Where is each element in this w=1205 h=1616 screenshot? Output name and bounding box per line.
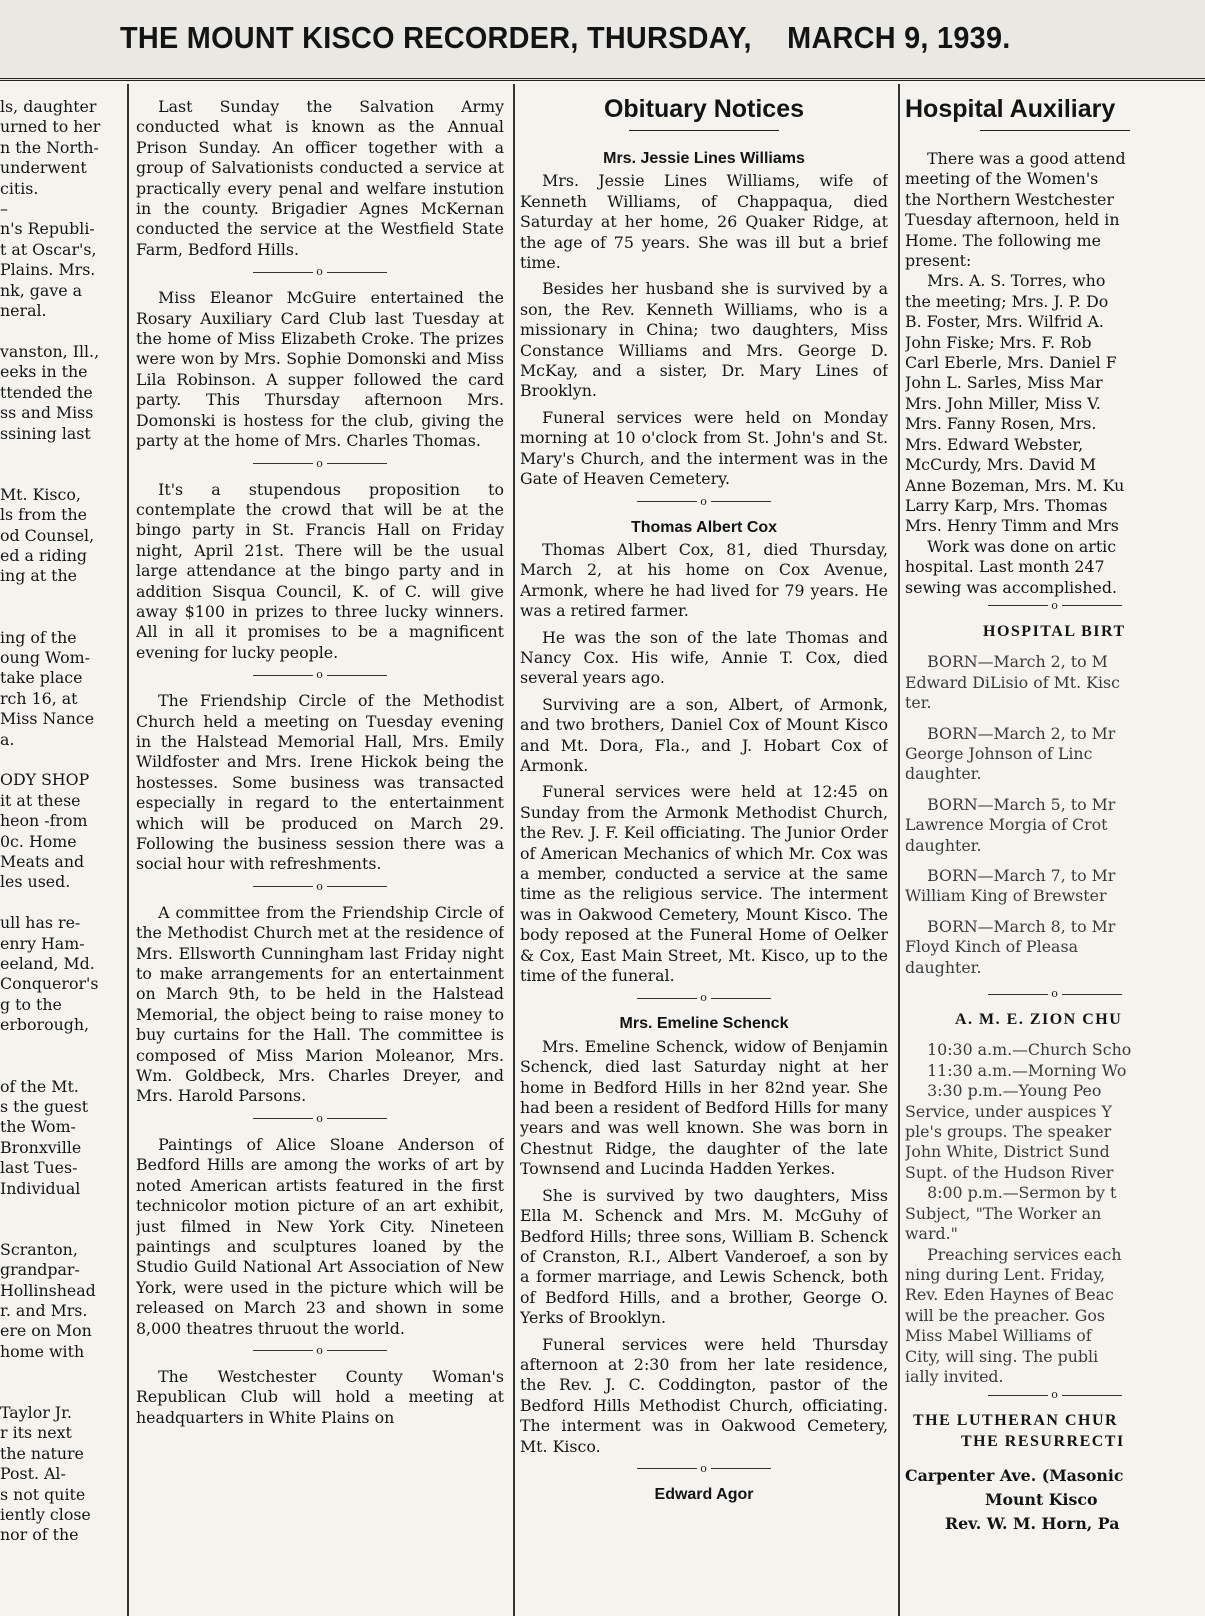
- text-fragment: r. and Mrs.: [0, 1300, 88, 1320]
- text-fragment: 0c. Home: [0, 831, 77, 851]
- obituary-paragraph: Thomas Albert Cox, 81, died Thursday, March 2, at his home on Cox Avenue, Armonk, where he had lived for 79 years. He was a retired farmer.: [520, 539, 888, 621]
- news-paragraph: Miss Eleanor McGuire entertained the Rosary Auxiliary Card Club last Tuesday at the home of Miss Elizabeth Croke. The prizes were won by Mrs. Sophie Domonski and Miss Lila Robinson. A supper followed the card party. This Thursday afternoon Mrs. Domonski is hostess for the club, giving the party at the home of Mrs. Charles Thomas.: [136, 288, 504, 451]
- births-heading: HOSPITAL BIRT: [983, 622, 1126, 640]
- text-fragment: Tuesday afternoon, held in: [905, 210, 1120, 230]
- column-rule: [513, 84, 515, 1616]
- lutheran-heading: THE LUTHERAN CHUR: [913, 1412, 1119, 1430]
- text-fragment: Anne Bozeman, Mrs. M. Ku: [905, 475, 1125, 495]
- text-fragment: [0, 1056, 124, 1076]
- text-fragment: erborough,: [0, 1015, 90, 1035]
- text-fragment: eeland, Md.: [0, 954, 95, 974]
- text-fragment: 10:30 a.m.—Church Scho: [927, 1040, 1132, 1060]
- text-fragment: Mrs. Fanny Rosen, Mrs.: [905, 414, 1097, 434]
- text-fragment: hospital. Last month 247: [905, 557, 1105, 577]
- text-fragment: vanston, Ill.,: [0, 341, 100, 361]
- text-fragment: Subject, "The Worker an: [905, 1203, 1102, 1223]
- obituary-name: Mrs. Jessie Lines Williams: [603, 150, 805, 167]
- separator-ornament: o: [136, 458, 504, 470]
- text-fragment: [0, 607, 124, 627]
- text-fragment: will be the preacher. Gos: [905, 1305, 1105, 1325]
- text-fragment: daughter.: [905, 835, 982, 855]
- text-fragment: neral.: [0, 301, 47, 321]
- masthead: [0, 0, 1205, 81]
- text-fragment: –: [0, 199, 8, 219]
- text-fragment: There was a good attend: [927, 149, 1126, 168]
- column-hospital-auxiliary: [905, 92, 1205, 1616]
- text-fragment: grandpar-: [0, 1260, 80, 1280]
- text-fragment: ter.: [905, 693, 932, 713]
- text-fragment: Mrs. John Miller, Miss V.: [905, 393, 1101, 413]
- obituary-name: Thomas Albert Cox: [630, 518, 778, 536]
- text-fragment: the Northern Westchester: [905, 189, 1114, 209]
- text-fragment: John White, District Sund: [905, 1142, 1110, 1162]
- section-heading: Obituary Notices: [603, 95, 805, 123]
- text-fragment: BORN—March 2, to Mr: [927, 723, 1116, 743]
- text-fragment: Miss Nance: [0, 709, 95, 729]
- separator-ornament: o: [136, 881, 504, 893]
- text-fragment: Carl Eberle, Mrs. Daniel F: [905, 353, 1117, 373]
- text-fragment: Lawrence Morgia of Crot: [905, 815, 1108, 835]
- text-fragment: oung Wom-: [0, 647, 90, 667]
- text-fragment: Carpenter Ave. (Masonic: [905, 1466, 1124, 1486]
- text-fragment: enry Ham-: [0, 933, 85, 953]
- text-fragment: [0, 1383, 124, 1403]
- birth-notice: [905, 917, 1205, 978]
- birth-notice: [905, 652, 1205, 713]
- text-fragment: nk, gave a: [0, 280, 83, 300]
- text-fragment: Floyd Kinch of Pleasa: [905, 937, 1079, 957]
- text-fragment: s the guest: [0, 1096, 89, 1116]
- obituary-paragraph: She is survived by two daughters, Miss Ella M. Schenck and Mrs. M. McGuhy of Bedford Hills; three sons, William B. Schenck of Cranston, R.I., Albert Vanderoef, a son by a former marriage, and Lewis Schenck, both of Bedford Hills, and a brother, George O. Yerks of Brooklyn.: [520, 1185, 888, 1328]
- text-fragment: present:: [905, 251, 972, 271]
- separator-ornament: o: [905, 600, 1205, 612]
- text-fragment: citis.: [0, 178, 39, 198]
- text-fragment: Individual: [0, 1178, 81, 1198]
- news-paragraph: It's a stupendous proposition to contemplate the crowd that will be at the bingo party in St. Francis Hall on Friday night, April 21st. There will be the usual large attendance at the bingo party and in addition Sisqua Council, K. of C. will give away $100 in prizes to three lucky winners. All in all it promises to be a magnificent evening for lucky people.: [136, 479, 504, 662]
- text-fragment: 8:00 p.m.—Sermon by t: [927, 1183, 1117, 1203]
- column-rule: [127, 84, 129, 1616]
- text-fragment: ull has re-: [0, 913, 81, 933]
- text-fragment: John L. Sarles, Miss Mar: [905, 373, 1103, 393]
- text-fragment: Edward DiLisio of Mt. Kisc: [905, 672, 1120, 692]
- text-fragment: n's Republi-: [0, 219, 95, 239]
- text-fragment: John Fiske; Mrs. F. Rob: [905, 332, 1092, 352]
- obituary-paragraph: Mrs. Emeline Schenck, widow of Benjamin Schenck, died last Saturday night at her home in Bedford Hills in her 82nd year. She had been a resident of Bedford Hills for many years and was well known. She was born in Chestnut Ridge, the daughter of the late Townsend and Lucinda Hadden Yerkes.: [520, 1036, 888, 1179]
- text-fragment: ttended the: [0, 382, 93, 402]
- text-fragment: sewing was accomplished.: [905, 577, 1117, 597]
- text-fragment: Mrs. Henry Timm and Mrs: [905, 516, 1119, 536]
- section-heading: Hospital Auxiliary: [905, 95, 1116, 123]
- text-fragment: 11:30 a.m.—Morning Wo: [927, 1060, 1127, 1080]
- text-fragment: ssining last: [0, 423, 91, 443]
- text-fragment: daughter.: [905, 764, 982, 784]
- text-fragment: ially invited.: [905, 1366, 1004, 1386]
- separator-ornament: o: [136, 1113, 504, 1125]
- obituary-paragraph: Surviving are a son, Albert, of Armonk, and two brothers, Daniel Cox of Mount Kisco and Mt. Dora, Fla., and J. Hobart Cox of Armonk.: [520, 694, 888, 775]
- text-fragment: Mrs. Edward Webster,: [905, 434, 1084, 454]
- text-fragment: od Counsel,: [0, 525, 95, 545]
- text-fragment: it at these: [0, 790, 81, 810]
- church-heading: A. M. E. ZION CHU: [955, 1011, 1123, 1029]
- newspaper-title: THE MOUNT KISCO RECORDER, THURSDAY,: [120, 20, 752, 55]
- text-fragment: 3:30 p.m.—Young Peo: [927, 1081, 1102, 1101]
- text-fragment: ss and Miss: [0, 403, 94, 423]
- text-fragment: Meats and: [0, 852, 85, 872]
- text-fragment: s not quite: [0, 1484, 86, 1504]
- text-fragment: [0, 587, 124, 607]
- birth-notice: [905, 724, 1205, 785]
- text-fragment: [0, 464, 124, 484]
- text-fragment: the meeting; Mrs. J. P. Do: [905, 291, 1109, 311]
- heading-rule: [980, 130, 1130, 131]
- text-fragment: Bronxville: [0, 1137, 82, 1157]
- text-fragment: [0, 444, 124, 464]
- text-fragment: ple's groups. The speaker: [905, 1122, 1112, 1142]
- text-fragment: underwent: [0, 158, 87, 178]
- text-fragment: ward.": [905, 1224, 958, 1244]
- text-fragment: BORN—March 8, to Mr: [927, 916, 1116, 936]
- text-fragment: ere on Mon: [0, 1321, 92, 1341]
- separator-ornament: o: [136, 669, 504, 681]
- text-fragment: ning during Lent. Friday,: [905, 1264, 1106, 1284]
- text-fragment: les used.: [0, 872, 71, 892]
- text-fragment: r its next: [0, 1423, 72, 1443]
- news-paragraph: A committee from the Friendship Circle of the Methodist Church met at the residence of Mrs. Ellsworth Cunningham last Friday night to make arrangements for an entertainment on March 9th, to be held in the Halstead Memorial, the object being to raise money to buy curtains for the Hall. The committee is composed of Miss Marion Moleanor, Mrs. Wm. Goldbeck, Mrs. Charles Dreyer, and Mrs. Harold Parsons.: [136, 902, 504, 1106]
- text-fragment: g to the: [0, 994, 62, 1014]
- obituary-paragraph: Funeral services were held at 12:45 on Sunday from the Armonk Methodist Church, the Rev. J. F. Keil officiating. The Junior Order of American Mechanics of which Mr. Cox was a member, conducted a service at the same time as the religious service. The interment was in Oakwood Cemetery, Mount Kisco. The body reposed at the Funeral Home of Oelker & Cox, East Main Street, Mt. Kisco, up to the time of the funeral.: [520, 782, 888, 986]
- column-fragments-left: [0, 97, 124, 1616]
- text-fragment: ing at the: [0, 566, 78, 586]
- birth-notice: [905, 795, 1205, 856]
- column-rule: [898, 84, 900, 1616]
- text-fragment: t at Oscar's,: [0, 239, 97, 259]
- text-fragment: Mrs. A. S. Torres, who: [927, 271, 1106, 291]
- obituary-paragraph: Mrs. Jessie Lines Williams, wife of Kenneth Williams, of Chappaqua, died Saturday at her home, 26 Quaker Ridge, at the age of 75 years. She was ill but a brief time.: [520, 171, 888, 273]
- obituary-name: Edward Agor: [654, 1485, 754, 1503]
- separator-ornament: o: [905, 988, 1205, 1000]
- text-fragment: rch 16, at: [0, 688, 78, 708]
- text-fragment: Taylor Jr.: [0, 1403, 72, 1422]
- text-fragment: Rev. Eden Haynes of Beac: [905, 1285, 1114, 1305]
- text-fragment: Mt. Kisco,: [0, 484, 81, 504]
- text-fragment: take place: [0, 668, 83, 688]
- text-fragment: George Johnson of Linc: [905, 743, 1093, 763]
- text-fragment: Plains. Mrs.: [0, 260, 96, 280]
- news-paragraph: The Friendship Circle of the Methodist Church held a meeting on Tuesday evening in the Halstead Memorial Hall, Mrs. Emily Wildfoster and Mrs. Irene Hickok being the hostesses. Some business was transacted especially in regard to the entertainment which will be produced on March 29. Following the business session there was a social hour with refreshments.: [136, 691, 504, 874]
- masthead-title: [120, 20, 1011, 56]
- text-fragment: Miss Mabel Williams of: [905, 1326, 1092, 1346]
- text-fragment: iently close: [0, 1505, 91, 1525]
- obituary-paragraph: He was the son of the late Thomas and Nancy Cox. His wife, Annie T. Cox, died several years ago.: [520, 627, 888, 688]
- separator-ornament: o: [136, 1345, 504, 1357]
- separator-ornament: o: [520, 496, 888, 508]
- news-paragraph: Last Sunday the Salvation Army conducted what is known as the Annual Prison Sunday. An officer together with a group of Salvationists conducted a service at practically every penal and welfare instution in the county. Brigadier Agnes McKernan conducted the service at the Westfield State Farm, Bedford Hills.: [136, 97, 504, 259]
- text-fragment: the nature: [0, 1443, 84, 1463]
- text-fragment: Work was done on artic: [927, 536, 1117, 556]
- text-fragment: last Tues-: [0, 1158, 78, 1178]
- separator-ornament: o: [520, 992, 888, 1004]
- text-fragment: the Wom-: [0, 1117, 76, 1137]
- text-fragment: [0, 1219, 124, 1239]
- text-fragment: ODY SHOP: [0, 770, 90, 790]
- separator-ornament: o: [520, 1463, 888, 1475]
- text-fragment: Mount Kisco: [985, 1490, 1098, 1510]
- text-fragment: Preaching services each: [927, 1244, 1122, 1264]
- text-fragment: Hollinshead: [0, 1280, 96, 1300]
- text-fragment: of the Mt.: [0, 1076, 79, 1096]
- text-fragment: [0, 1199, 124, 1219]
- text-fragment: Post. Al-: [0, 1464, 66, 1484]
- text-fragment: [0, 893, 124, 913]
- obituary-paragraph: Funeral services were held Thursday afternoon at 2:30 from her late residence, the Rev. J. C. Coddington, pastor of the Bedford Hills Methodist Church, officiating. The interment was in Oakwood Cemetery, Mt. Kisco.: [520, 1334, 888, 1456]
- text-fragment: Supt. of the Hudson River: [905, 1162, 1114, 1182]
- text-fragment: ls from the: [0, 505, 87, 525]
- text-fragment: daughter.: [905, 957, 982, 977]
- text-fragment: City, will sing. The publi: [905, 1346, 1099, 1366]
- text-fragment: Conqueror's: [0, 974, 99, 994]
- text-fragment: n the North-: [0, 137, 99, 157]
- text-fragment: eeks in the: [0, 362, 88, 382]
- text-fragment: heon -from: [0, 811, 88, 831]
- obituary-paragraph: Besides her husband she is survived by a son, the Rev. Kenneth Williams, who is a missionary in China; two daughters, Miss Constance Williams and Mrs. George D. McKay, and a sister, Dr. Mary Lines of Brooklyn.: [520, 279, 888, 401]
- column-local-news: [136, 97, 504, 1616]
- text-fragment: Service, under auspices Y: [905, 1101, 1112, 1121]
- text-fragment: Scranton,: [0, 1239, 78, 1259]
- separator-ornament: o: [136, 266, 504, 278]
- obituary-paragraph: Funeral services were held on Monday morning at 10 o'clock from St. John's and St. Mary's Church, and the interment was in the Gate of Heaven Cemetery.: [520, 407, 888, 489]
- text-fragment: [0, 1362, 124, 1382]
- separator-ornament: o: [905, 1389, 1205, 1401]
- column-obituaries: [520, 92, 888, 1616]
- news-paragraph: Paintings of Alice Sloane Anderson of Bedford Hills are among the works of art by noted American artists featured in the first technicolor motion picture of an art exhibit, just filmed in New York City. Nineteen paintings and sculptures loaned by the Studio Guild National Art Association of New York, were used in the picture which will be released on March 23 and shown in some 8,000 theatres thruout the world.: [136, 1134, 504, 1338]
- text-fragment: B. Foster, Mrs. Wilfrid A.: [905, 312, 1104, 332]
- text-fragment: BORN—March 5, to Mr: [927, 794, 1116, 814]
- text-fragment: meeting of the Women's: [905, 169, 1099, 189]
- text-fragment: [0, 321, 124, 341]
- lutheran-heading: THE RESURRECTI: [961, 1432, 1125, 1450]
- text-fragment: BORN—March 7, to Mr: [927, 866, 1116, 885]
- text-fragment: Larry Karp, Mrs. Thomas: [905, 495, 1108, 515]
- text-fragment: [0, 750, 124, 770]
- text-fragment: urned to her: [0, 117, 101, 137]
- text-fragment: BORN—March 2, to M: [927, 652, 1108, 672]
- text-fragment: a.: [0, 729, 15, 749]
- birth-notice: [905, 866, 1205, 907]
- text-fragment: Home. The following me: [905, 230, 1101, 250]
- text-fragment: ing of the: [0, 627, 77, 647]
- text-fragment: home with: [0, 1341, 85, 1361]
- text-fragment: [0, 1036, 124, 1056]
- text-fragment: William King of Brewster: [905, 886, 1107, 906]
- text-fragment: McCurdy, Mrs. David M: [905, 455, 1097, 475]
- text-fragment: Rev. W. M. Horn, Pa: [945, 1514, 1120, 1534]
- issue-date: MARCH 9, 1939.: [787, 20, 1011, 55]
- heading-rule: [629, 130, 779, 131]
- obituary-name: Mrs. Emeline Schenck: [619, 1015, 789, 1033]
- text-fragment: ls, daughter: [0, 97, 97, 116]
- text-fragment: nor of the: [0, 1525, 79, 1545]
- text-fragment: ed a riding: [0, 545, 87, 565]
- news-paragraph: The Westchester County Woman's Republican Club will hold a meeting at headquarters in White Plains on: [136, 1366, 504, 1427]
